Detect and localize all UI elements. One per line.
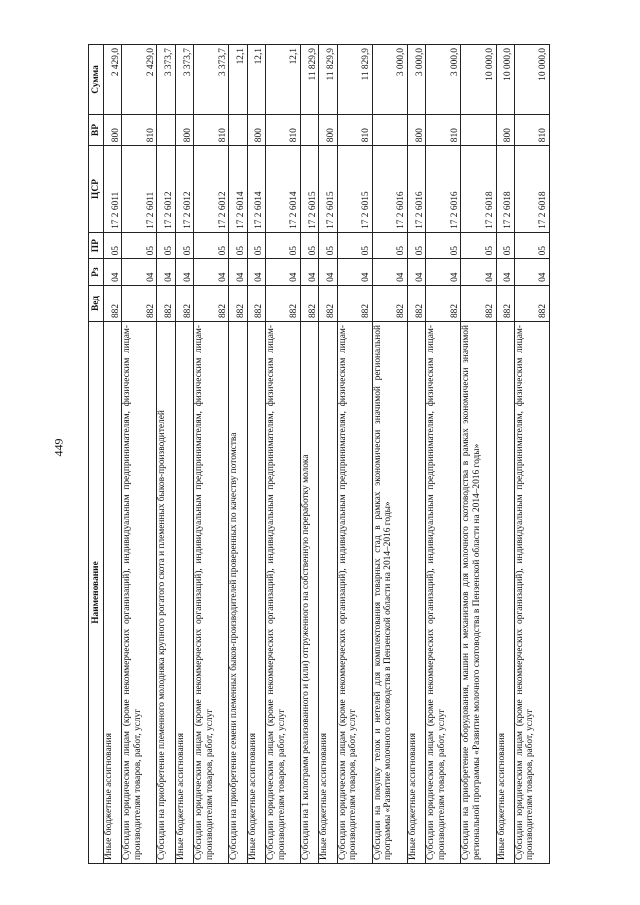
cell-rz: 04 <box>247 259 265 285</box>
cell-rz: 04 <box>194 259 229 285</box>
cell-name: Субсидии юридическим лицам (кроме некоммерческих организаций), индивидуальным предпринимателям, физическим лицам-производителям товаров, работ, услуг <box>194 322 229 864</box>
cell-ved: 882 <box>461 285 496 321</box>
cell-pr: 05 <box>175 232 193 258</box>
table-row <box>496 45 514 864</box>
cell-vr: 810 <box>265 114 300 145</box>
cell-vr <box>301 114 319 145</box>
cell-vr: 810 <box>514 114 549 145</box>
cell-name: Субсидии на покупку телок и нетелей для комплектования товарных стад в рамках экономически значимой региональной программы «Развитие молочного скотоводства в Пензенской области на 2014–2016 годы» <box>372 322 407 864</box>
cell-sum: 3 000,0 <box>426 45 461 115</box>
table-row <box>319 45 337 864</box>
cell-ved: 882 <box>426 285 461 321</box>
cell-name: Иные бюджетные ассигнования <box>175 322 193 864</box>
table-header-row <box>89 45 104 864</box>
cell-csr: 17 2 6016 <box>426 146 461 233</box>
cell-name: Субсидии юридическим лицам (кроме некоммерческих организаций), индивидуальным предпринимателям, физическим лицам-производителям товаров, работ, услуг <box>426 322 461 864</box>
table-body <box>104 45 550 864</box>
cell-ved: 882 <box>372 285 407 321</box>
cell-sum: 12,1 <box>247 45 265 115</box>
cell-csr: 17 2 6018 <box>514 146 549 233</box>
cell-ved: 882 <box>407 285 425 321</box>
cell-rz: 04 <box>372 259 407 285</box>
cell-pr: 05 <box>514 232 549 258</box>
cell-name: Иные бюджетные ассигнования <box>407 322 425 864</box>
cell-sum: 3 000,0 <box>407 45 425 115</box>
table-row <box>122 45 157 864</box>
cell-pr: 05 <box>265 232 300 258</box>
cell-csr: 17 2 6012 <box>175 146 193 233</box>
cell-name: Иные бюджетные ассигнования <box>104 322 122 864</box>
cell-csr: 17 2 6015 <box>301 146 319 233</box>
cell-pr: 05 <box>337 232 372 258</box>
cell-rz: 04 <box>461 259 496 285</box>
cell-rz: 04 <box>104 259 122 285</box>
cell-sum: 12,1 <box>229 45 247 115</box>
cell-rz: 04 <box>426 259 461 285</box>
cell-sum: 2 429,0 <box>104 45 122 115</box>
cell-name: Субсидии юридическим лицам (кроме некоммерческих организаций), индивидуальным предпринимателям, физическим лицам-производителям товаров, работ, услуг <box>514 322 549 864</box>
cell-vr: 810 <box>194 114 229 145</box>
table-row <box>194 45 229 864</box>
cell-rz: 04 <box>122 259 157 285</box>
table-row <box>461 45 496 864</box>
cell-ved: 882 <box>247 285 265 321</box>
cell-ved: 882 <box>194 285 229 321</box>
table-row <box>426 45 461 864</box>
table-row <box>337 45 372 864</box>
cell-pr: 05 <box>194 232 229 258</box>
cell-sum: 3 373,7 <box>157 45 175 115</box>
cell-ved: 882 <box>319 285 337 321</box>
cell-name: Иные бюджетные ассигнования <box>247 322 265 864</box>
cell-sum: 11 829,9 <box>301 45 319 115</box>
header-ved: Вед <box>89 285 104 321</box>
cell-rz: 04 <box>319 259 337 285</box>
table-row <box>407 45 425 864</box>
table-row <box>265 45 300 864</box>
cell-rz: 04 <box>265 259 300 285</box>
cell-rz: 04 <box>229 259 247 285</box>
cell-pr: 05 <box>426 232 461 258</box>
table-row <box>175 45 193 864</box>
cell-sum: 10 000,0 <box>461 45 496 115</box>
cell-sum: 2 429,0 <box>122 45 157 115</box>
cell-csr: 17 2 6012 <box>194 146 229 233</box>
cell-name: Иные бюджетные ассигнования <box>319 322 337 864</box>
cell-csr: 17 2 6012 <box>157 146 175 233</box>
header-name: Наименование <box>89 322 104 864</box>
cell-rz: 04 <box>407 259 425 285</box>
cell-csr: 17 2 6014 <box>229 146 247 233</box>
cell-ved: 882 <box>496 285 514 321</box>
cell-pr: 05 <box>407 232 425 258</box>
cell-sum: 10 000,0 <box>496 45 514 115</box>
cell-vr: 800 <box>319 114 337 145</box>
cell-rz: 04 <box>514 259 549 285</box>
cell-sum: 11 829,9 <box>337 45 372 115</box>
cell-ved: 882 <box>301 285 319 321</box>
header-pr: ПР <box>89 232 104 258</box>
cell-vr: 800 <box>407 114 425 145</box>
cell-name: Субсидии юридическим лицам (кроме некоммерческих организаций), индивидуальным предпринимателям, физическим лицам-производителям товаров, работ, услуг <box>337 322 372 864</box>
cell-csr: 17 2 6011 <box>122 146 157 233</box>
cell-vr <box>372 114 407 145</box>
cell-csr: 17 2 6015 <box>337 146 372 233</box>
cell-pr: 05 <box>461 232 496 258</box>
cell-pr: 05 <box>104 232 122 258</box>
cell-rz: 04 <box>496 259 514 285</box>
cell-pr: 05 <box>301 232 319 258</box>
cell-pr: 05 <box>247 232 265 258</box>
budget-table <box>88 44 550 864</box>
cell-ved: 882 <box>229 285 247 321</box>
cell-csr: 17 2 6018 <box>461 146 496 233</box>
cell-vr: 810 <box>337 114 372 145</box>
cell-pr: 05 <box>229 232 247 258</box>
cell-csr: 17 2 6015 <box>319 146 337 233</box>
cell-pr: 05 <box>319 232 337 258</box>
cell-name: Иные бюджетные ассигнования <box>496 322 514 864</box>
cell-ved: 882 <box>337 285 372 321</box>
cell-rz: 04 <box>337 259 372 285</box>
cell-sum: 3 373,7 <box>175 45 193 115</box>
cell-vr: 810 <box>122 114 157 145</box>
table-row <box>247 45 265 864</box>
page-number: 449 <box>51 438 66 457</box>
cell-sum: 3 373,7 <box>194 45 229 115</box>
cell-ved: 882 <box>122 285 157 321</box>
cell-ved: 882 <box>157 285 175 321</box>
cell-vr: 800 <box>175 114 193 145</box>
cell-sum: 10 000,0 <box>514 45 549 115</box>
cell-csr: 17 2 6011 <box>104 146 122 233</box>
cell-rz: 04 <box>157 259 175 285</box>
rotated-table-container <box>88 44 550 864</box>
cell-name: Субсидии юридическим лицам (кроме некоммерческих организаций), индивидуальным предпринимателям, физическим лицам-производителям товаров, работ, услуг <box>122 322 157 864</box>
cell-vr <box>157 114 175 145</box>
header-sum: Сумма <box>89 45 104 115</box>
cell-csr: 17 2 6014 <box>265 146 300 233</box>
cell-vr <box>229 114 247 145</box>
cell-pr: 05 <box>122 232 157 258</box>
cell-csr: 17 2 6018 <box>496 146 514 233</box>
cell-ved: 882 <box>514 285 549 321</box>
cell-csr: 17 2 6016 <box>407 146 425 233</box>
cell-ved: 882 <box>265 285 300 321</box>
cell-pr: 05 <box>372 232 407 258</box>
cell-vr <box>461 114 496 145</box>
cell-pr: 05 <box>157 232 175 258</box>
cell-csr: 17 2 6016 <box>372 146 407 233</box>
cell-ved: 882 <box>175 285 193 321</box>
cell-name: Субсидии на приобретение семени племенных быков-производителей проверенных по качеству потомства <box>229 322 247 864</box>
cell-csr: 17 2 6014 <box>247 146 265 233</box>
header-rz: Рз <box>89 259 104 285</box>
table-row <box>157 45 175 864</box>
table-row <box>104 45 122 864</box>
cell-ved: 882 <box>104 285 122 321</box>
cell-name: Субсидии на приобретение племенного молодняка крупного рогатого скота и племенных быков-производителей <box>157 322 175 864</box>
cell-vr: 810 <box>426 114 461 145</box>
cell-rz: 04 <box>175 259 193 285</box>
header-csr: ЦСР <box>89 146 104 233</box>
cell-sum: 11 829,9 <box>319 45 337 115</box>
cell-name: Субсидии юридическим лицам (кроме некоммерческих организаций), индивидуальным предпринимателям, физическим лицам-производителям товаров, работ, услуг <box>265 322 300 864</box>
cell-sum: 12,1 <box>265 45 300 115</box>
cell-name: Субсидии на приобретение оборудования, машин и механизмов для молочного скотоводства в рамках экономически значимой региональной программы «Развитие молочного скотоводства в Пензенской области на 2014–2016 годы» <box>461 322 496 864</box>
table-row <box>372 45 407 864</box>
table-row <box>301 45 319 864</box>
cell-rz: 04 <box>301 259 319 285</box>
cell-pr: 05 <box>496 232 514 258</box>
table-row <box>514 45 549 864</box>
header-vr: ВР <box>89 114 104 145</box>
table-row <box>229 45 247 864</box>
cell-vr: 800 <box>104 114 122 145</box>
cell-vr: 800 <box>247 114 265 145</box>
cell-sum: 3 000,0 <box>372 45 407 115</box>
cell-name: Субсидии на 1 килограмм реализованного и (или) отгруженного на собственную переработку молока <box>301 322 319 864</box>
cell-vr: 800 <box>496 114 514 145</box>
